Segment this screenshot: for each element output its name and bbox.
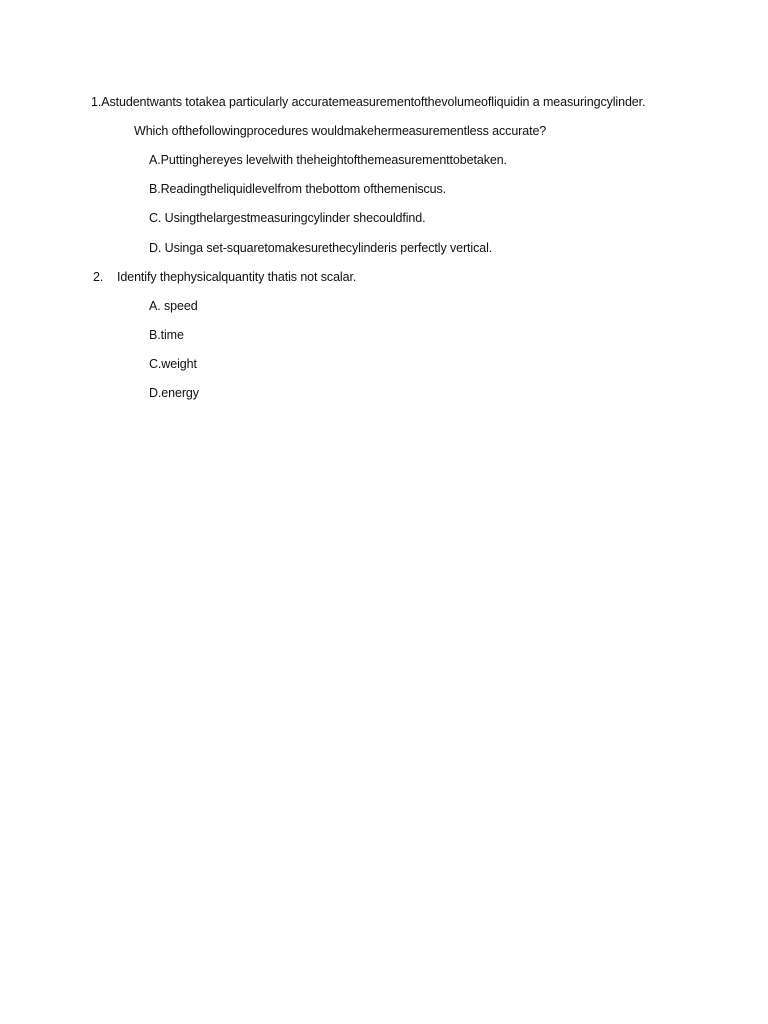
question-2-option-a: A. speed xyxy=(149,299,198,313)
question-2-prompt: Identify thephysicalquantity thatis not scalar. xyxy=(117,270,357,284)
question-2-option-c: C.weight xyxy=(149,357,197,371)
question-2-option-b: B.time xyxy=(149,328,184,342)
question-1-option-b: B.Readingtheliquidlevelfrom thebottom ofthemeniscus. xyxy=(149,182,447,196)
question-2-option-d: D.energy xyxy=(149,386,199,400)
question-1-option-a: A.Puttinghereyes levelwith theheightofthemeasurementtobetaken. xyxy=(149,153,507,167)
question-1-option-d: D. Usinga set-squaretomakesurethecylinderis perfectly vertical. xyxy=(149,241,493,255)
question-2-number: 2. xyxy=(93,270,104,284)
question-1-prompt: 1.Astudentwants totakea particularly accuratemeasurementofthevolumeofliquidin a measuringcylinder. xyxy=(91,95,646,109)
question-1-option-c: C. Usingthelargestmeasuringcylinder shecouldfind. xyxy=(149,211,426,225)
question-1-stem: Which ofthefollowingprocedures wouldmakehermeasurementless accurate? xyxy=(134,124,547,138)
